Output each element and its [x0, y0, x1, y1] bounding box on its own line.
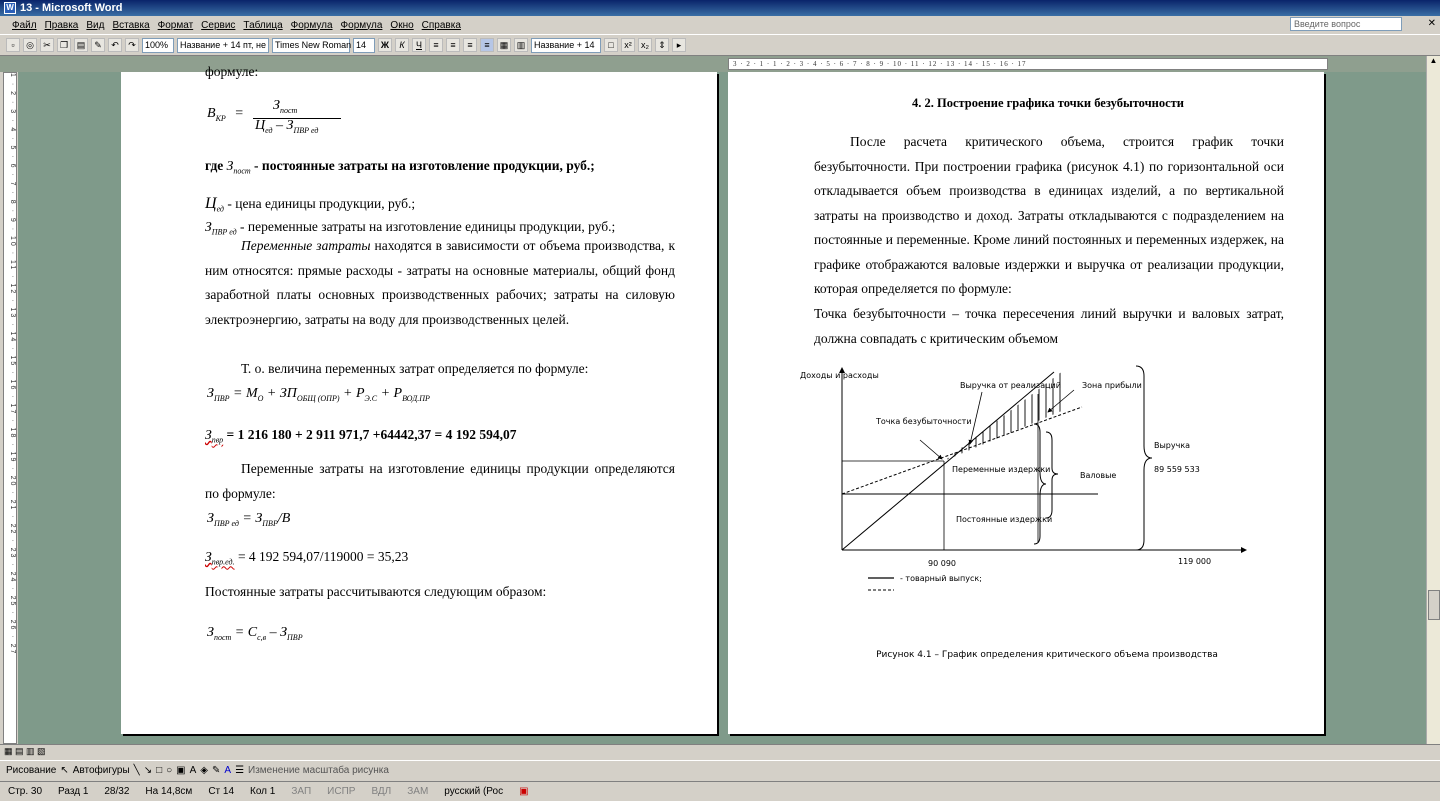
status-ext[interactable]: ВДЛ	[371, 786, 392, 797]
wordart-icon[interactable]: A	[189, 765, 197, 776]
line-style-icon[interactable]: ☰	[235, 765, 245, 776]
align-center-icon[interactable]: ≡	[446, 38, 460, 52]
chart-label-revenue-total: Выручка	[1154, 441, 1191, 450]
vertical-scrollbar[interactable]	[1426, 56, 1440, 744]
formula-critical-volume	[207, 106, 249, 123]
arrow-icon[interactable]: ↘	[143, 765, 153, 776]
spelling-icon[interactable]: ▣	[519, 786, 529, 797]
formula-eq: =	[235, 106, 244, 121]
chart-pointer-bep	[920, 440, 942, 459]
oval-icon[interactable]: ○	[166, 765, 173, 776]
chart-label-variable: Переменные издержки	[952, 465, 1051, 474]
chart-label-break-even: Точка безубыточности	[876, 417, 972, 426]
definition-fixed-costs	[205, 154, 595, 184]
drawing-menu[interactable]: Рисование	[6, 765, 57, 776]
title-bar	[0, 0, 1440, 16]
chart-label-profit-zone: Зона прибыли	[1082, 381, 1142, 390]
close-document-icon[interactable]: ✕	[1427, 18, 1436, 29]
line-color-icon[interactable]: ✎	[212, 765, 221, 776]
menu-insert[interactable]: Вставка	[112, 19, 150, 31]
chart-brace-revenue	[1136, 366, 1152, 550]
calculation-unit-variable	[205, 545, 408, 575]
para-rest: находятся в зависимости от объема производства, к ним относятся: прямые расходы - затраты на основные материалы, общий фонд заработной платы основных производственных рабочих; затраты на силовую электроэнергию, затраты на воду для производственных целей.	[205, 238, 675, 327]
fill-color-icon[interactable]: ◈	[200, 765, 208, 776]
text-fixed-costs-intro: Постоянные затраты рассчитываются следующим образом:	[205, 584, 547, 599]
para-italic: Переменные затраты	[241, 238, 371, 253]
scroll-thumb[interactable]	[1428, 590, 1440, 620]
scroll-up-icon[interactable]: ▲	[1429, 56, 1438, 65]
font-size-select[interactable]: 14	[353, 38, 375, 53]
chart-ylabel: Доходы и расходы	[800, 371, 879, 380]
calc2-sym: З	[205, 549, 212, 564]
options-icon[interactable]: ▸	[672, 38, 686, 52]
zoom-select[interactable]: 100%	[142, 38, 174, 53]
font-color-icon[interactable]: A	[224, 765, 232, 776]
break-even-chart	[788, 362, 1268, 602]
redo-icon[interactable]: ↷	[125, 38, 139, 52]
autoshapes-menu[interactable]: Автофигуры	[72, 765, 130, 776]
subscript-icon[interactable]: x₂	[638, 38, 652, 52]
def3-text: - переменные затраты на изготовление единицы продукции, руб.;	[240, 219, 616, 234]
where-text: - постоянные затраты на изготовление продукции, руб.;	[254, 158, 595, 173]
den-a: Ц	[255, 118, 266, 133]
formula-denominator	[255, 118, 318, 135]
status-language: русский (Рос	[444, 786, 504, 797]
status-pages: 28/32	[104, 786, 130, 797]
paragraph-unit-variable: Переменные затраты на изготовление единицы продукции определяются по формуле:	[205, 461, 675, 501]
paragraph-break-even-definition: Точка безубыточности – точка пересечения линий выручки и валовых затрат, должна совпадать с критическим объемом	[814, 306, 1284, 346]
chart-pointer-revenue	[970, 392, 982, 444]
chart-tick-max: 119 000	[1178, 557, 1212, 566]
chart-tick-break-even: 90 090	[928, 559, 956, 568]
formula-variable-total: $З_{ПВР} = М_О + ЗП_{ОБЩ (ОПР)} + Р_{Э.С} + Р_{ВОД.ПР}$	[207, 386, 430, 403]
menu-window[interactable]: Окно	[390, 19, 414, 31]
formula-fixed-costs: $З_{пост} = С_{с,в} - З_{ПВР}$	[207, 625, 303, 642]
formula-numerator	[273, 98, 297, 115]
den-minus: –	[276, 118, 284, 133]
where-lead: где	[205, 158, 224, 173]
menu-view[interactable]: Вид	[86, 19, 105, 31]
page-right	[728, 72, 1324, 734]
view-buttons-icon[interactable]: ▦ ▤ ▥ ▧	[4, 746, 46, 756]
chart-label-revenue: Выручка от реализаций	[960, 381, 1061, 390]
horizontal-ruler[interactable]: 3 · 2 · 1 · 1 · 2 · 3 · 4 · 5 · 6 · 7 · 8 · 9 · 10 · 11 · 12 · 13 · 14 · 15 · 16 · 17	[728, 58, 1328, 70]
new-doc-icon[interactable]: ▫	[6, 38, 20, 52]
justify-icon[interactable]: ≡	[480, 38, 494, 52]
numerator-sym: З	[273, 98, 280, 113]
status-line: Ст 14	[208, 786, 235, 797]
calculation-variable-total	[205, 423, 516, 453]
menu-edit[interactable]: Правка	[44, 19, 79, 31]
scale-drawing-button[interactable]: Изменение масштаба рисунка	[248, 765, 389, 776]
den-b: З	[286, 118, 294, 133]
status-trk[interactable]: ИСПР	[327, 786, 356, 797]
status-bar	[0, 781, 1440, 801]
menu-bar	[0, 16, 1440, 34]
menu-format[interactable]: Формат	[157, 19, 194, 31]
status-section: Разд 1	[58, 786, 89, 797]
def2-sub: ед	[216, 204, 224, 214]
den-a-sub: ед	[265, 125, 273, 135]
table-icon[interactable]: ▦	[497, 38, 511, 52]
den-b-sub: ПВР ед	[293, 125, 319, 135]
calc2-value: = 4 192 594,07/119000 = 35,23	[234, 549, 409, 564]
text-to-formula: Т. о. величина переменных затрат определяется по формуле:	[241, 361, 589, 376]
chart-label-gross: Валовые	[1080, 471, 1117, 480]
status-rec[interactable]: ЗАП	[291, 786, 312, 797]
align-left-icon[interactable]: ≡	[429, 38, 443, 52]
section-heading: 4. 2. Построение графика точки безубыточности	[911, 96, 1185, 110]
calc1-sub: пвр	[211, 435, 224, 445]
menu-tools[interactable]: Сервис	[201, 19, 236, 31]
superscript-icon[interactable]: x²	[621, 38, 635, 52]
paragraph-variable-costs	[205, 234, 675, 332]
align-right-icon[interactable]: ≡	[463, 38, 477, 52]
preview-icon[interactable]: ◎	[23, 38, 37, 52]
chart-label-fixed: Постоянные издержки	[956, 515, 1053, 524]
menu-help[interactable]: Справка	[421, 19, 461, 31]
status-ovr[interactable]: ЗАМ	[407, 786, 429, 797]
paragraph-break-even-intro: После расчета критического объема, строится график точки безубыточности. При построении графика (рисунок 4.1) по горизонтальной оси откладывается объем производства в единицах изделий, а по вертикальной затраты на производство и доход. Затраты откладываются с подразделением на постоянные и переменные. Кроме линий постоянных и переменных издержек, на графике отображаются валовые издержки и выручка от реализации продукции, которая определяется по формуле:	[814, 134, 1284, 296]
def2-text: - цена единицы продукции, руб.;	[227, 196, 416, 211]
menu-formula-2[interactable]: Формула	[340, 19, 383, 31]
menu-file[interactable]: Файл	[12, 19, 37, 31]
chart-legend-text: - товарный выпуск;	[900, 574, 982, 583]
copy-icon[interactable]: ❐	[57, 38, 71, 52]
status-position: На 14,8см	[145, 786, 193, 797]
vertical-ruler[interactable]: 1 · 2 · 3 · 4 · 5 · 6 · 7 · 8 · 9 · 10 · 11 · 12 · 13 · 14 · 15 · 16 · 17 · 18 · 19 · 20 · 21 · 22 · 23 · 24 · 25 · 26 · 27	[3, 72, 17, 744]
page-left	[121, 64, 717, 734]
word-app-icon: W	[4, 2, 16, 14]
def3-sym: З	[205, 219, 212, 234]
chart-brace-variable	[1046, 432, 1058, 518]
underline-icon[interactable]: Ч	[412, 38, 426, 52]
style-select[interactable]: Название + 14 пт, не	[177, 38, 269, 53]
horizontal-scrollbar[interactable]	[0, 744, 1440, 759]
format-painter-icon[interactable]: ✎	[91, 38, 105, 52]
calc2-sub: пвр.ед.	[211, 557, 235, 567]
numerator-sub: пост	[279, 105, 298, 115]
formula-bkr: В	[207, 106, 216, 121]
status-column: Кол 1	[250, 786, 276, 797]
formula-unit-variable: $З_{ПВР ед} = З_{ПВР}/В$	[207, 511, 291, 528]
def3-sub: ПВР ед	[211, 227, 237, 237]
where-sym: $З_{пост}$	[226, 158, 251, 176]
status-page: Стр. 30	[8, 786, 43, 797]
rectangle-icon[interactable]: □	[156, 765, 163, 776]
columns-icon[interactable]: ▥	[514, 38, 528, 52]
line-icon[interactable]: ╲	[133, 765, 140, 776]
chart-label-revenue-value: 89 559 533	[1154, 465, 1200, 474]
window-title: 13 - Microsoft Word	[20, 2, 123, 14]
chart-pointer-profit	[1048, 390, 1074, 412]
def2-sym: Ц	[205, 195, 217, 212]
menu-formula[interactable]: Формула	[290, 19, 333, 31]
border-icon[interactable]: □	[604, 38, 618, 52]
undo-icon[interactable]: ↶	[108, 38, 122, 52]
textbox-icon[interactable]: ▣	[176, 765, 186, 776]
drawing-toolbar	[0, 760, 1440, 780]
menu-table[interactable]: Таблица	[243, 19, 283, 31]
cut-icon[interactable]: ✂	[40, 38, 54, 52]
spacing-icon[interactable]: ⇕	[655, 38, 669, 52]
style-select-2[interactable]: Название + 14	[531, 38, 601, 53]
bold-icon[interactable]: Ж	[378, 38, 392, 52]
formatting-toolbar	[0, 34, 1440, 56]
text-formula-intro: формуле:	[205, 64, 259, 79]
font-select[interactable]: Times New Roman	[272, 38, 350, 53]
italic-icon[interactable]: К	[395, 38, 409, 52]
formula-bkr-sub: КР	[215, 113, 226, 123]
figure-caption: Рисунок 4.1 – График определения критического объема производства	[876, 650, 1218, 660]
calc1-value: = 1 216 180 + 2 911 971,7 +64442,37 = 4 192 594,07	[223, 427, 517, 442]
pointer-icon[interactable]: ↖	[60, 765, 69, 776]
paste-icon[interactable]: ▤	[74, 38, 88, 52]
ask-question-input[interactable]: Введите вопрос	[1290, 17, 1402, 31]
chart-brace-total	[1034, 424, 1046, 544]
calc1-sym: З	[205, 427, 212, 442]
